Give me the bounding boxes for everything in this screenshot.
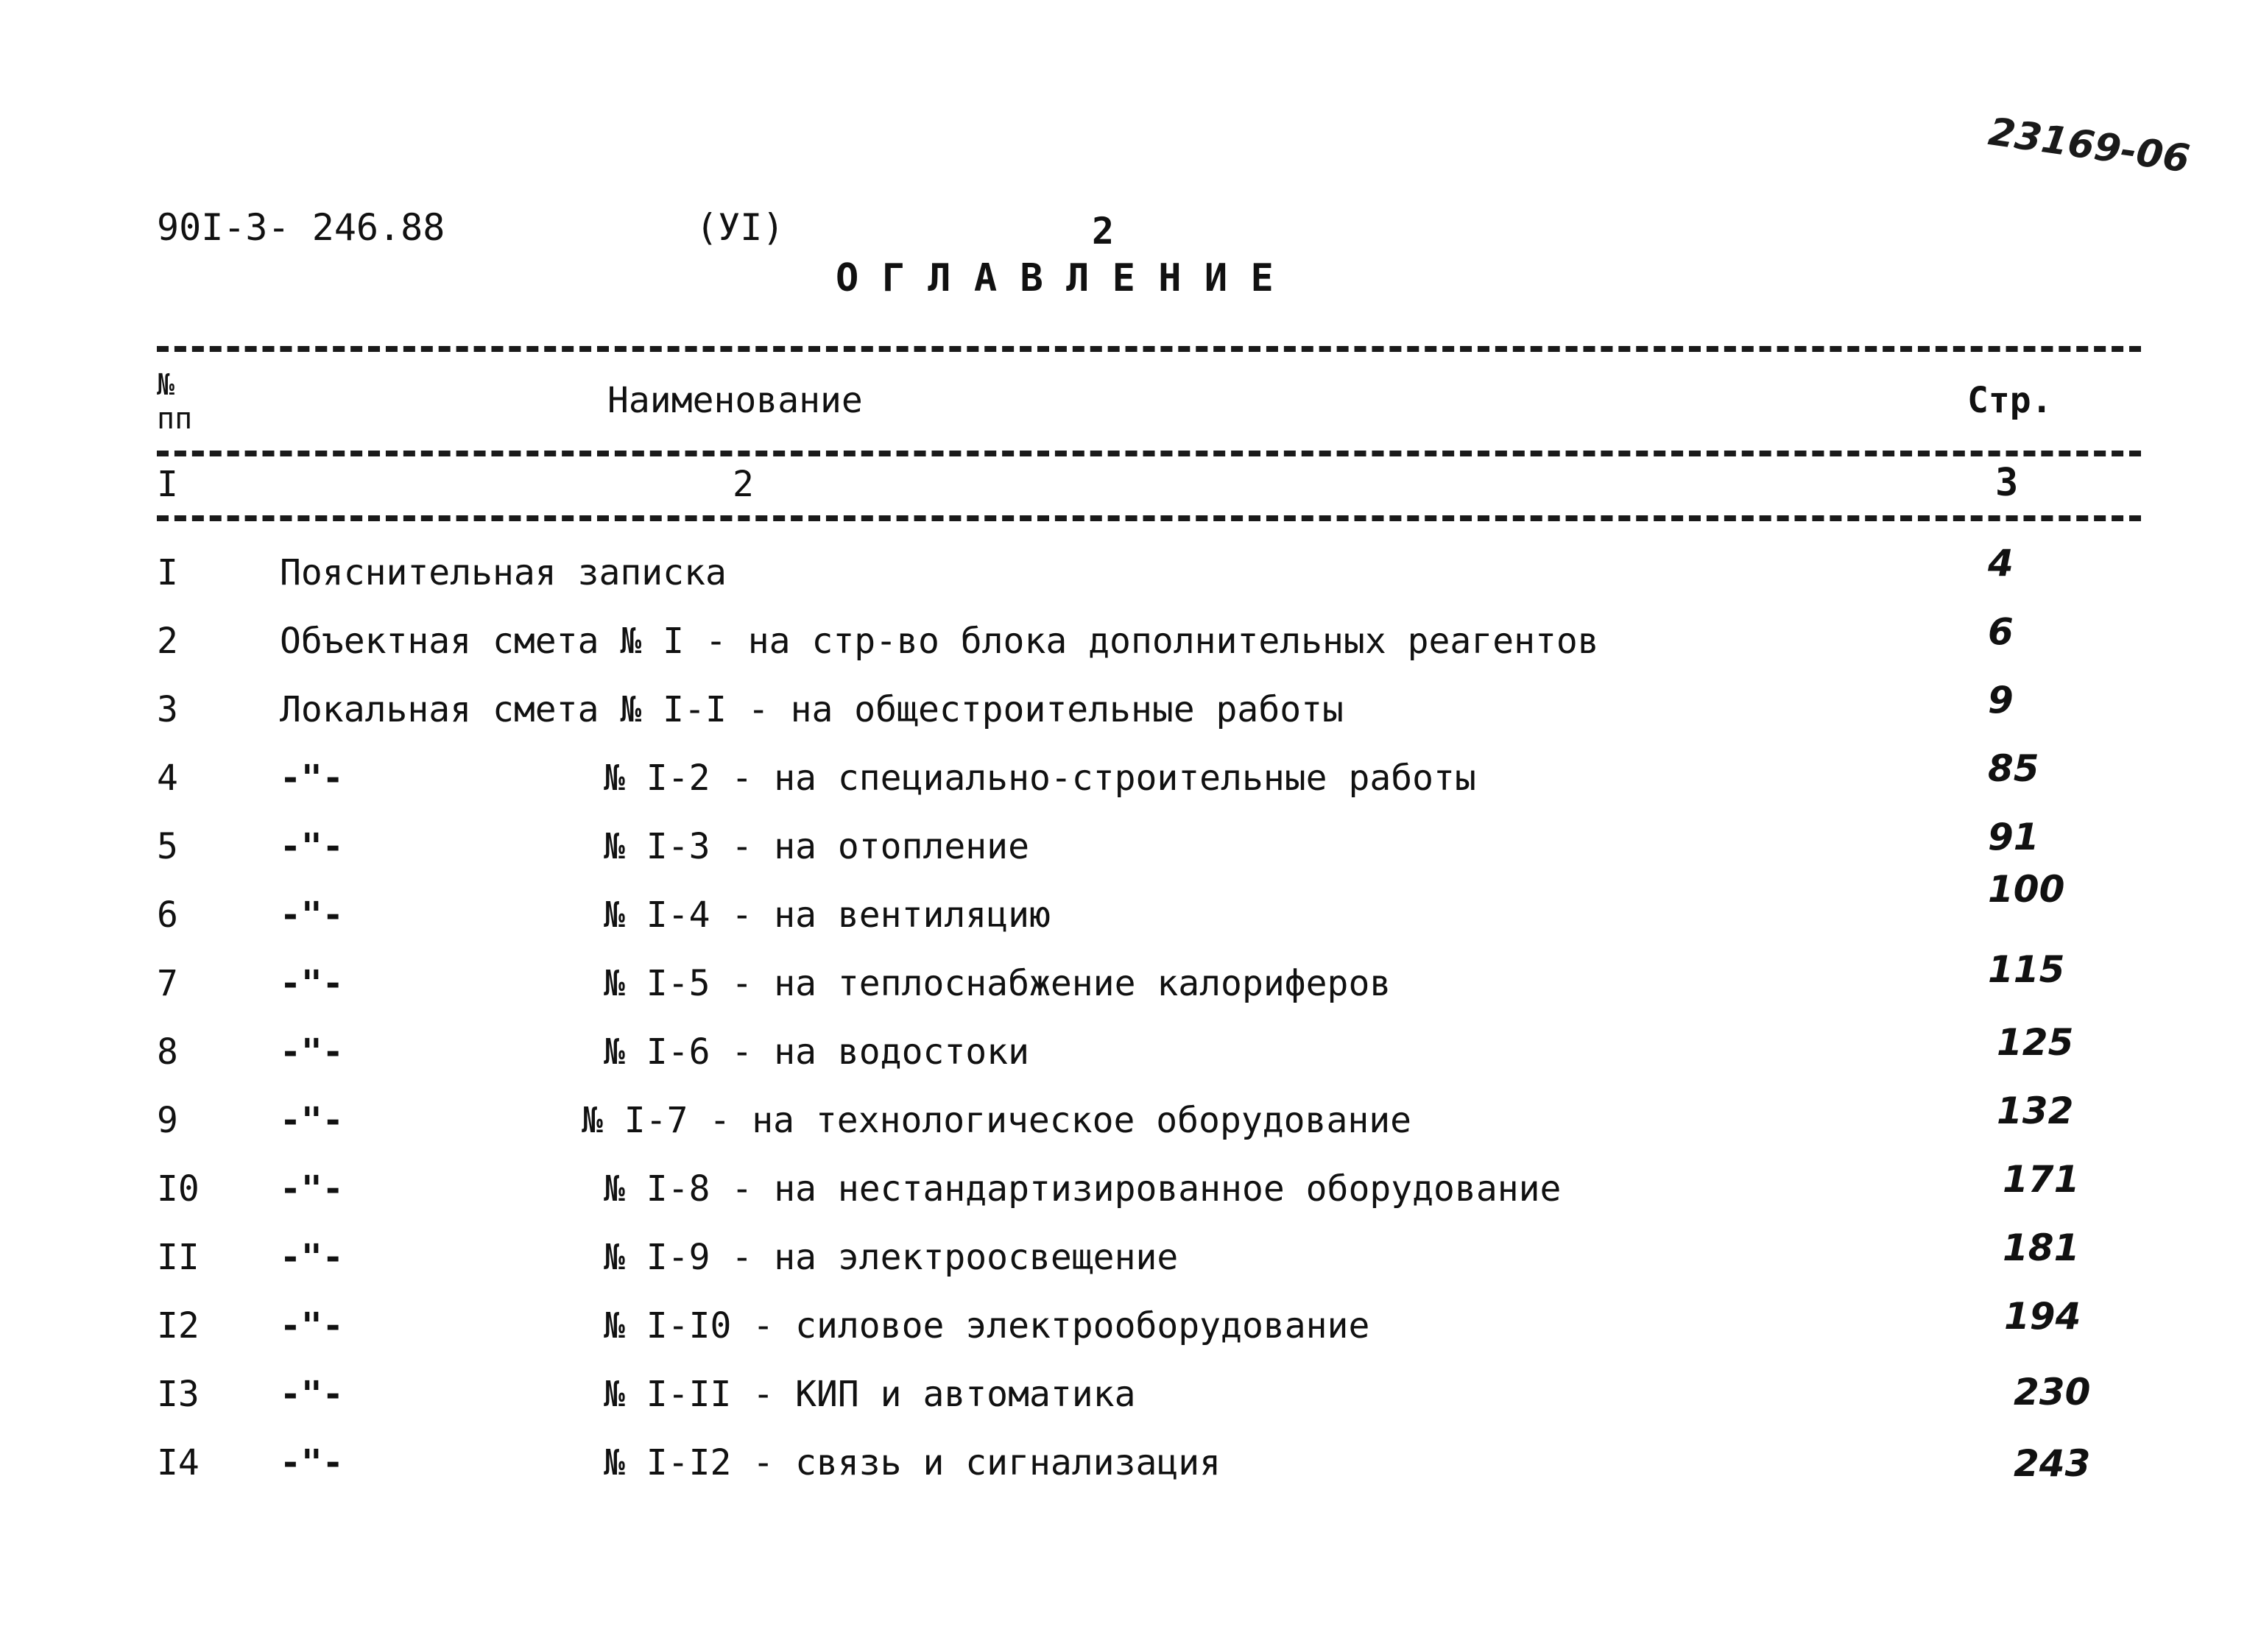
- row-page: 115: [1988, 948, 2065, 991]
- row-page: 194: [2004, 1295, 2081, 1338]
- row-page: 132: [1997, 1090, 2074, 1132]
- page-number: 2: [1092, 210, 1115, 253]
- row-number: I0: [157, 1168, 200, 1210]
- row-number: 3: [157, 689, 178, 730]
- row-number: 7: [157, 963, 178, 1004]
- row-title: № I-7 - на технологическое оборудование: [582, 1100, 1412, 1141]
- table-row: [0, 816, 2261, 885]
- row-page: 125: [1997, 1021, 2074, 1064]
- row-number: 8: [157, 1031, 178, 1073]
- row-number: I: [157, 552, 178, 593]
- ditto-mark: -"-: [280, 758, 344, 799]
- table-index-rule: [157, 515, 2141, 521]
- row-page: 6: [1988, 610, 2014, 653]
- ditto-mark: -"-: [280, 894, 344, 936]
- row-title: № I-3 - на отопление: [604, 826, 1029, 867]
- table-row: [0, 1371, 2261, 1433]
- row-title: № I-9 - на электроосвещение: [604, 1237, 1179, 1278]
- table-row: [0, 1226, 2261, 1296]
- col-name-header: Наименование: [607, 380, 863, 421]
- row-title: Локальная смета № I-I - на общестроительные работы: [280, 689, 1344, 730]
- row-page: 171: [2003, 1158, 2080, 1201]
- ditto-mark: -"-: [280, 1100, 344, 1141]
- row-title: Пояснительная записка: [280, 552, 727, 593]
- table-row: [0, 868, 2261, 953]
- row-page: 85: [1988, 747, 2039, 790]
- index-col-2: 2: [733, 464, 754, 505]
- row-page: 243: [2014, 1442, 2091, 1485]
- table-row: [0, 1021, 2261, 1090]
- col-num-header: № пп: [157, 368, 193, 436]
- ditto-mark: -"-: [280, 1237, 344, 1278]
- table-row: [0, 610, 2261, 679]
- table-row: [0, 542, 2261, 611]
- ditto-mark: -"-: [280, 826, 344, 867]
- row-title: № I-4 - на вентиляцию: [604, 894, 1051, 936]
- row-number: I4: [157, 1442, 200, 1483]
- ditto-mark: -"-: [280, 1442, 344, 1483]
- archive-stamp: 23169-06: [1986, 110, 2193, 182]
- page-title: О Г Л А В Л Е Н И Е: [836, 256, 1274, 300]
- row-page: 230: [2014, 1371, 2091, 1413]
- row-number: 5: [157, 826, 178, 867]
- table-header-rule: [157, 451, 2141, 456]
- index-col-1: I: [157, 464, 178, 505]
- row-number: I2: [157, 1305, 200, 1346]
- row-number: 6: [157, 894, 178, 936]
- ditto-mark: -"-: [280, 1305, 344, 1346]
- row-number: 9: [157, 1100, 178, 1141]
- row-title: № I-I0 - силовое электрооборудование: [604, 1305, 1370, 1346]
- row-title: № I-2 - на специально-строительные работы: [604, 758, 1476, 799]
- col-page-header: Стр.: [1967, 380, 2053, 421]
- row-page: 9: [1988, 679, 2014, 721]
- ditto-mark: -"-: [280, 1374, 344, 1415]
- index-col-3: 3: [1995, 461, 2019, 505]
- row-number: I3: [157, 1374, 200, 1415]
- table-top-rule: [157, 346, 2141, 352]
- row-page: 4: [1988, 542, 2014, 585]
- document-code: 90I-3- 246.88: [157, 206, 445, 249]
- row-number: 4: [157, 758, 178, 799]
- volume-marker: (УI): [696, 206, 785, 249]
- table-row: [0, 679, 2261, 748]
- row-page: 100: [1988, 868, 2065, 911]
- row-page: 181: [2003, 1226, 2080, 1269]
- ditto-mark: -"-: [280, 1031, 344, 1073]
- row-page: 91: [1988, 816, 2039, 858]
- row-title: № I-II - КИП и автоматика: [604, 1374, 1136, 1415]
- ditto-mark: -"-: [280, 963, 344, 1004]
- table-row: [0, 948, 2261, 1022]
- row-title: № I-6 - на водостоки: [604, 1031, 1029, 1073]
- table-row: [0, 1090, 2261, 1159]
- table-row: [0, 747, 2261, 816]
- ditto-mark: -"-: [280, 1168, 344, 1210]
- row-title: Объектная смета № I - на стр-во блока дополнительных реагентов: [280, 621, 1599, 662]
- table-row: [0, 1158, 2261, 1227]
- row-title: № I-5 - на теплоснабжение калориферов: [604, 963, 1391, 1004]
- table-row: [0, 1442, 2261, 1501]
- row-number: 2: [157, 621, 178, 662]
- row-title: № I-I2 - связь и сигнализация: [604, 1442, 1221, 1483]
- row-title: № I-8 - на нестандартизированное оборудование: [604, 1168, 1562, 1210]
- row-number: II: [157, 1237, 200, 1278]
- table-row: [0, 1295, 2261, 1364]
